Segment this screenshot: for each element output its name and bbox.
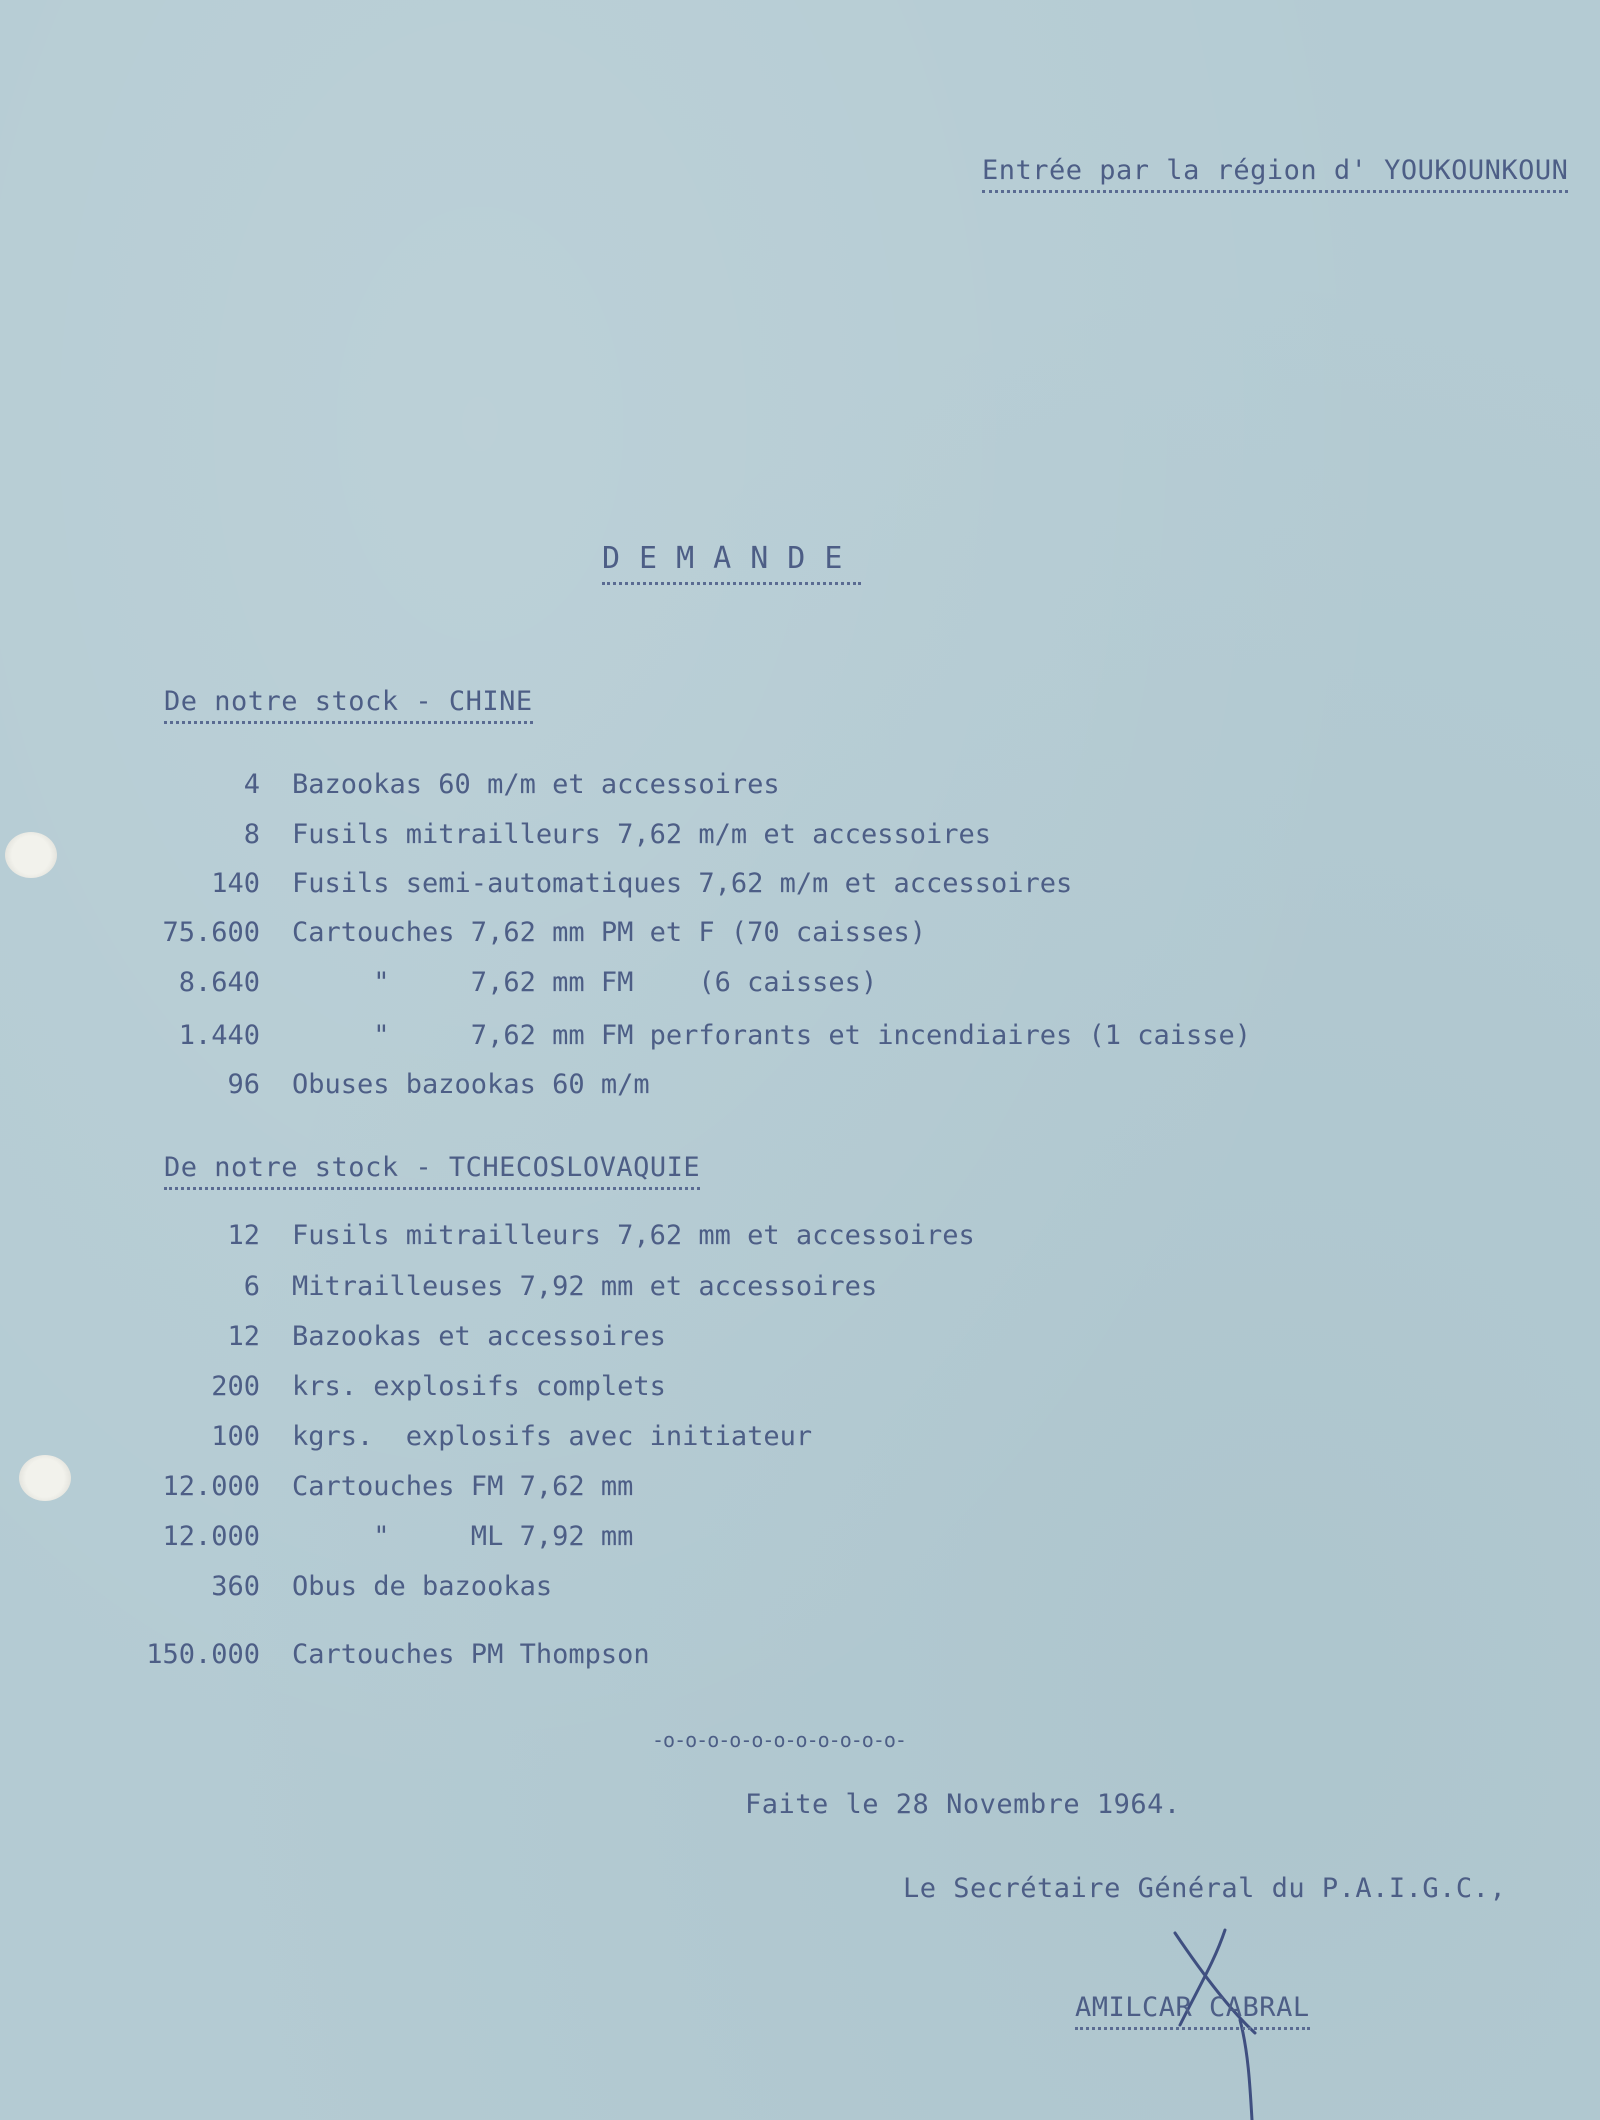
item-quantity: 200 [211, 1371, 260, 1402]
item-quantity: 12 [227, 1220, 260, 1251]
item-description: kgrs. explosifs avec initiateur [292, 1421, 813, 1452]
item-quantity: 100 [211, 1421, 260, 1452]
entry-region-heading: Entrée par la région d' YOUKOUNKOUN [982, 155, 1568, 193]
item-quantity: 4 [243, 769, 260, 800]
date-line: Faite le 28 Novembre 1964. [745, 1789, 1181, 1820]
section-heading-china: De notre stock - CHINE [164, 686, 533, 724]
item-quantity: 75.600 [162, 917, 260, 948]
item-quantity: 12 [227, 1321, 260, 1352]
document-title: DEMANDE [602, 541, 861, 585]
item-description: " ML 7,92 mm [292, 1521, 634, 1552]
item-description: Obuses bazookas 60 m/m [292, 1069, 650, 1100]
item-description: Cartouches FM 7,62 mm [292, 1471, 634, 1502]
item-description: Fusils mitrailleurs 7,62 m/m et accessoires [292, 819, 991, 850]
item-description: krs. explosifs complets [292, 1371, 666, 1402]
item-description: Fusils mitrailleurs 7,62 mm et accessoires [292, 1220, 975, 1251]
signatory-title: Le Secrétaire Général du P.A.I.G.C., [903, 1873, 1507, 1904]
item-quantity: 6 [243, 1271, 260, 1302]
item-quantity: 150.000 [146, 1639, 260, 1670]
item-quantity: 8 [243, 819, 260, 850]
item-quantity: 360 [211, 1571, 260, 1602]
item-description: Mitrailleuses 7,92 mm et accessoires [292, 1271, 878, 1302]
item-quantity: 96 [227, 1069, 260, 1100]
item-description: Fusils semi-automatiques 7,62 m/m et accessoires [292, 868, 1073, 899]
separator-line: -o-o-o-o-o-o-o-o-o-o-o- [652, 1728, 906, 1752]
item-quantity: 12.000 [162, 1471, 260, 1502]
item-quantity: 8.640 [178, 967, 260, 998]
item-quantity: 12.000 [162, 1521, 260, 1552]
item-description: " 7,62 mm FM (6 caisses) [292, 967, 878, 998]
section-heading-czechoslovakia: De notre stock - TCHECOSLOVAQUIE [164, 1152, 700, 1190]
item-quantity: 1.440 [178, 1020, 260, 1051]
item-description: Cartouches 7,62 mm PM et F (70 caisses) [292, 917, 926, 948]
item-quantity: 140 [211, 868, 260, 899]
item-description: Obus de bazookas [292, 1571, 553, 1602]
signatory-name: AMILCAR CABRAL [1075, 1992, 1310, 2030]
item-description: Cartouches PM Thompson [292, 1639, 650, 1670]
item-description: " 7,62 mm FM perforants et incendiaires (1 caisse) [292, 1020, 1252, 1051]
item-description: Bazookas 60 m/m et accessoires [292, 769, 780, 800]
item-description: Bazookas et accessoires [292, 1321, 666, 1352]
